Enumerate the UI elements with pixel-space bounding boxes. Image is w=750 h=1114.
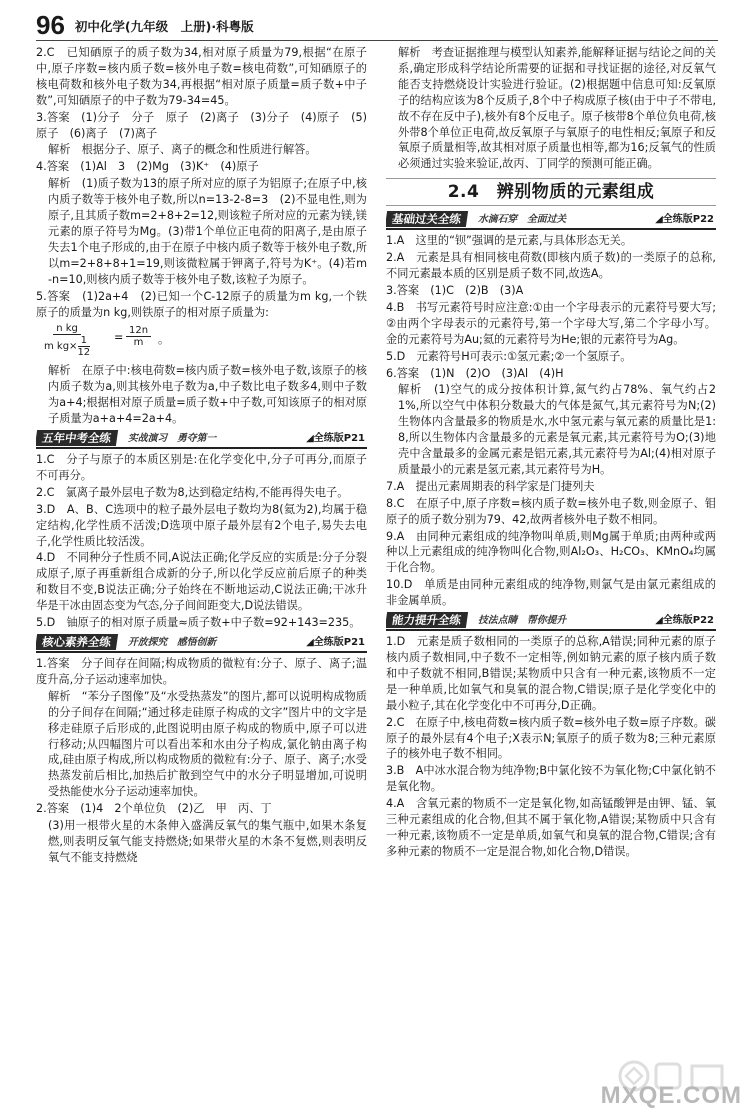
- answer-item: 4.A 含氧元素的物质不一定是氧化物,如高锰酸钾是由钾、锰、氧三种元素组成的化合物,但其不属于氧化物,A错误;某物质中只含有一种元素,该物质不一定是单质,如氧气和臭氧的混合物,C错误;含有多种元素的物质不一定是混合物,如化合物,D错误。: [386, 797, 716, 858]
- formula-lhs-numerator: n kg: [53, 323, 81, 335]
- section-subtitle: 实战演习 勇夺第一: [128, 433, 217, 445]
- section-header-zhongkao: [36, 430, 367, 449]
- answer-item: 9.A 由同种元素组成的纯净物叫单质,则Mg属于单质;由两种或两种以上元素组成的纯净物叫化合物,则Al₂O₃、H₂CO₃、KMnO₄均属于化合物。: [386, 529, 716, 575]
- section-header-jichu: [386, 211, 716, 230]
- section-page-ref: ◢全练版P21: [306, 637, 365, 648]
- answer-item: 2.C 在原子中,核电荷数=核内质子数=核外电子数=原子序数。碳原子的最外层有4个电子;X表示N;氧原子的质子数为8;三种元素原子的核外电子数不相同。: [386, 715, 716, 761]
- left-column: [36, 45, 367, 1098]
- answer-item: 1.D 元素是质子数相同的一类原子的总称,A错误;同种元素的原子核内质子数相同,中子数不一定相等,例如钠元素的原子核内质子数和中子数就不相同,B错误;某物质中只含有一种元素,该物质不一定是一种单质,比如氧气和臭氧的混合物,C错误;原子是化学变化中的最小粒子,其在化学变化中不可再分,D正确。: [386, 635, 716, 712]
- section-subtitle: 开放探究 感悟创新: [128, 637, 217, 648]
- answer-item: 2.答案 (1)4 2个单位负 (2)乙 甲 丙、丁: [36, 802, 272, 816]
- answer-item: (3)用一根带火星的木条伸入盛满反氧气的集气瓶中,如果木条复燃,则表明反氧气能支持燃烧;如果带火星的木条不复燃,则表明反氧气不能支持燃烧: [48, 819, 367, 864]
- answer-item: 7.A 提出元素周期表的科学家是门捷列夫: [386, 479, 595, 493]
- answer-item: 3.答案 (1)C (2)B (3)A: [386, 283, 524, 297]
- answer-item: 3.D A、B、C选项中的粒子最外层电子数均为8(氦为2),均属于稳定结构,化学性质不活泼;D选项中原子最外层有2个电子,易失去电子,化学性质比较活泼。: [36, 502, 367, 548]
- page-header: [36, 8, 254, 38]
- section-header-hexin: [36, 634, 367, 653]
- page-number: 96: [36, 10, 65, 40]
- answer-item: 4.D 不同种分子性质不同,A说法正确;化学反应的实质是:分子分裂成原子,原子再重新组合成新的分子,所以化学反应前后原子的种类和数目不变,B说法正确;分子始终在不断地运动,C说法正确;干冰升华是干冰由固态变为气态,分子间间距变大,D说法错误。: [36, 551, 367, 613]
- section-tag: 核心素养全练: [36, 634, 118, 650]
- formula-rhs-fraction: [126, 325, 151, 348]
- answer-item: 5.D 铀原子的相对原子质量≈质子数+中子数=92+143=235。: [36, 616, 361, 630]
- section-page-ref: ◢全练版P22: [655, 615, 714, 627]
- answer-item: 3.答案 (1)分子 分子 原子 (2)离子 (3)分子 (4)原子 (5)原子 (6)离子 (7)离子: [36, 110, 367, 140]
- section-tag: 五年中考全练: [36, 430, 118, 446]
- formula-period: 。: [158, 333, 170, 347]
- chapter-heading: 2.4 辨别物质的元素组成: [386, 178, 716, 206]
- section-page-ref: ◢全练版P21: [306, 433, 365, 445]
- answer-item: 3.B A中冰水混合物为纯净物;B中氯化铵不为氧化物;C中氯化钠不是氧化物。: [386, 764, 716, 794]
- answer-item: 2.A 元素是具有相同核电荷数(即核内质子数)的一类原子的总称,不同元素最本质的区别是质子数不同,故选A。: [386, 251, 716, 281]
- book-title: 初中化学(九年级 上册)·科粤版: [74, 19, 254, 34]
- formula-rhs-numerator: 12n: [126, 325, 151, 337]
- header-rule: [36, 40, 718, 41]
- formula-twelfth-den: 12: [77, 347, 91, 359]
- analysis-text: 解析 “苯分子图像”及“水受热蒸发”的图片,都可以说明构成物质的分子间存在间隔;“通过移走硅原子构成的文字”图片中的文字是移走硅原子后形成的,此图说明由原子构成的物质中,原子可以进行移动;从四幅图片可以看出苯和水由分子构成,氯化钠由离子构成,硅由原子构成,所以构成物质的微粒有:分子、原子、离子;水受热蒸发前后相比,加热后扩散到空气中的水分子明显增加,可说明受热能使水分子运动速率加快。: [48, 689, 367, 799]
- section-subtitle: 技法点睛 帮你提升: [478, 615, 567, 627]
- right-column: [386, 45, 716, 1098]
- answer-item: 4.B 书写元素符号时应注意:①由一个字母表示的元素符号要大写;②由两个字母表示的元素符号,第一个字母大写,第二个字母小写。金的元素符号为Au;氦的元素符号为He;银的元素符号为Ag。: [386, 300, 716, 346]
- answer-item: 8.C 在原子中,原子序数=核内质子数=核外电子数,则金原子、钼原子的质子数分别为79、42,故两者核外电子数不相同。: [386, 496, 716, 526]
- answer-item: 5.D 元素符号H可表示:①氢元素;②一个氢原子。: [386, 349, 632, 363]
- formula-lhs-fraction: [44, 323, 90, 358]
- section-header-nengli: [386, 612, 716, 631]
- formula-twelfth: [77, 335, 90, 358]
- answer-item: 2.C 氯离子最外层电子数为8,达到稳定结构,不能再得失电子。: [36, 485, 349, 499]
- formula-lhs-denominator: [44, 335, 90, 358]
- section-tag: 能力提升全练: [386, 612, 468, 628]
- answer-item: 6.答案 (1)N (2)O (3)Al (4)H: [386, 366, 564, 380]
- answer-item: 1.A 这里的“钡”强调的是元素,与具体形态无关。: [386, 234, 633, 248]
- section-tag: 基础过关全练: [386, 211, 468, 227]
- section-page-ref: ◢全练版P22: [655, 214, 714, 226]
- analysis-text: 解析 考查证据推理与模型认知素养,能解释证据与结论之间的关系,确定形成科学结论所需要的证据和寻找证据的途径,对反氧气能否支持燃烧设计实验进行验证。(2)根据题中信息可知:反氧原子的结构应该为8个反质子,8个中子构成原子核(由于中子不带电,故不存在反中子),核外有8个反电子。原子核带8个单位负电荷,核外带8个单位正电荷,故反氧原子与氧原子的电性相反;氧原子和反氧原子质量相等,故其相对原子质量也相等,都为16;反氧气的性质必须通过实验来验证,故丙、丁同学的预测可能正确。: [398, 46, 716, 171]
- analysis-text: 解析 根据分子、原子、离子的概念和性质进行解答。: [48, 143, 317, 157]
- answer-item: 10.D 单质是由同种元素组成的纯净物,则氯气是由氯元素组成的非金属单质。: [386, 578, 716, 608]
- answer-item: 4.答案 (1)Al 3 (2)Mg (3)K⁺ (4)原子: [36, 160, 259, 174]
- answer-item: 1.答案 分子间存在间隔;构成物质的微粒有:分子、原子、离子;温度升高,分子运动速率加快。: [36, 657, 367, 686]
- analysis-text: 解析 (1)空气的成分按体积计算,氮气约占78%、氧气约占21%,所以空气中体积分数最大的气体是氮气,其元素符号为N;(2)生物体内含量最多的物质是水,水中氢元素与氧元素的质量比是1:8,所以生物体内含量最多的元素是氧元素,其元素符号为O;(3)地壳中含量最多的金属元素是铝元素,其元素符号为Al;(4)相对原子质量最小的元素是氢元素,其元素符号为H。: [398, 383, 716, 476]
- analysis-text: 解析 在原子中:核电荷数=核内质子数=核外电子数,该原子的核内质子数为a,则其核外电子数为a,中子数比电子数多4,则中子数为a+4;根据相对原子质量=质子数+中子数,可知该原子的相对原子质量为a+a+4=2a+4。: [48, 364, 367, 426]
- analysis-text: 解析 (1)质子数为13的原子所对应的原子为铝原子;在原子中,核内质子数等于核外电子数,所以n=13-2-8=3 (2)不显电性,则为原子,且其质子数m=2+8+2=12,则该粒子所对应的元素为镁,镁元素的原子符号为Mg。(3)带1个单位正电荷的阳离子,是由原子失去1个电子形成的,由于在原子中核内质子数等于核外电子数,所以m=2+8+8+1=19,则该微粒属于钾离子,符号为K⁺。(4)若m-n=10,则核内质子数等于核外电子数,该粒子为原子。: [48, 177, 367, 286]
- formula-twelfth-num: 1: [78, 335, 90, 347]
- formula-rhs-denominator: m: [133, 337, 144, 349]
- relative-mass-formula: [36, 321, 367, 361]
- answer-item: 5.答案 (1)2a+4 (2)已知一个C-12原子的质量为m kg,一个铁原子的质量为n kg,则铁原子的相对原子质量为:: [36, 289, 367, 319]
- section-subtitle: 水滴石穿 全面过关: [478, 214, 567, 226]
- formula-equals: =: [114, 331, 124, 345]
- answer-item: 2.C 已知硒原子的质子数为34,相对原子质量为79,根据“在原子中,原子序数=核内质子数=核外电子数=核电荷数”,可知硒原子的核电荷数和核外电子数为34,再根据“相对原子质量=质子数+中子数”,可知硒原子的中子数为79-34=45。: [36, 46, 367, 107]
- watermark-text: MXQE.COM: [600, 1082, 742, 1109]
- formula-lhs-denominator-text: m kg×: [44, 341, 78, 353]
- answer-item: 1.C 分子与原子的本质区别是:在化学变化中,分子可再分,而原子不可再分。: [36, 453, 367, 482]
